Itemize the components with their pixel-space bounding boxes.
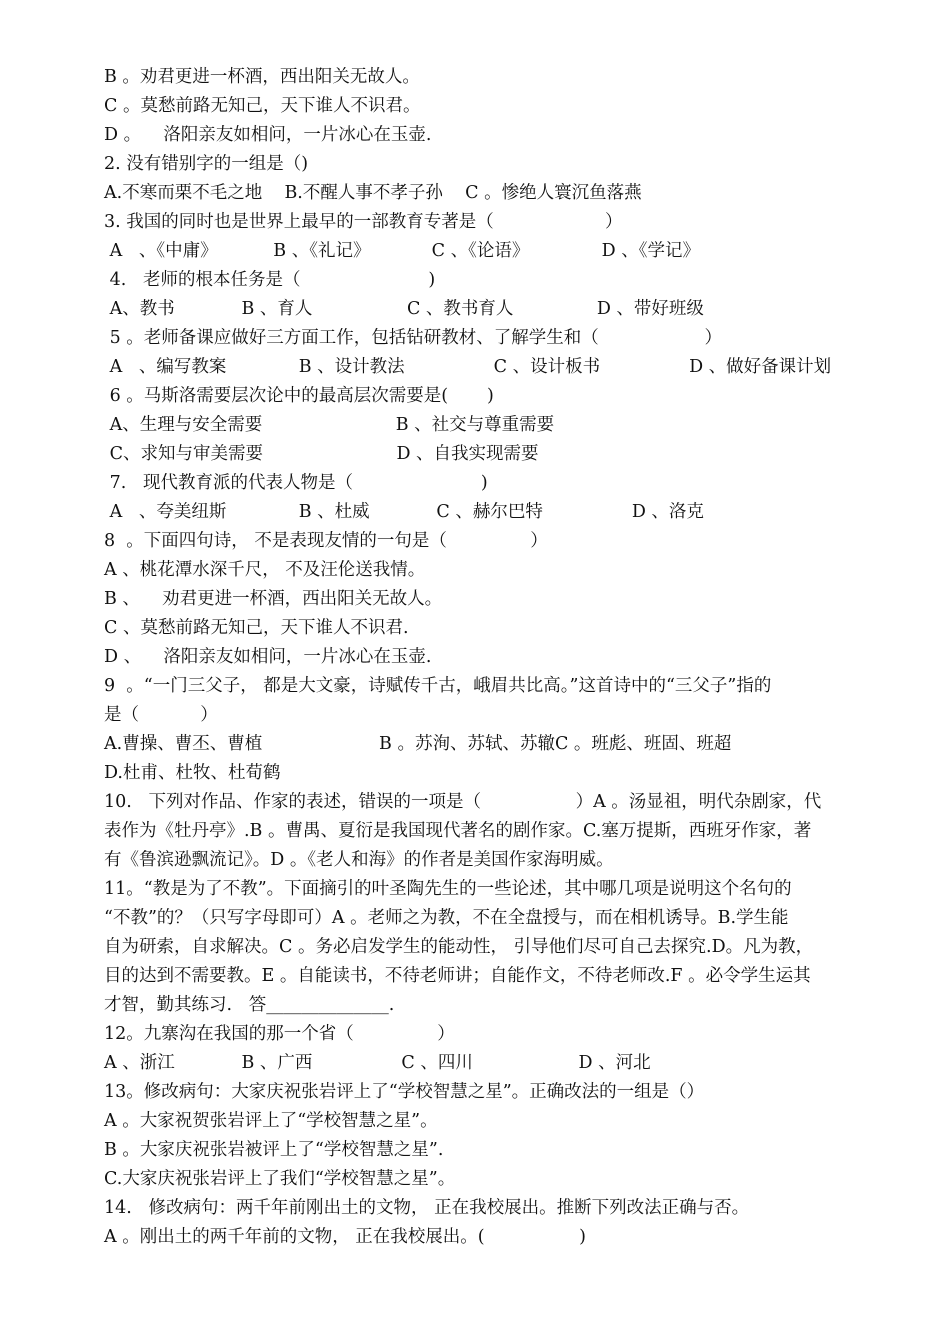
question-13-option-c: C.大家庆祝张岩评上了我们“学校智慧之星”。: [104, 1169, 456, 1189]
text-line: C 。莫愁前路无知己，天下谁人不识君。: [104, 96, 421, 116]
question-4: 4. 老师的根本任务是（ ): [104, 270, 436, 290]
question-6-options-cd: C、求知与审美需要 D 、自我实现需要: [104, 444, 539, 464]
question-13-option-a: A 。大家祝贺张岩评上了“学校智慧之星”。: [104, 1111, 438, 1131]
question-11-cont: 目的达到不需要教。E 。自能读书，不待老师讲；自能作文，不待老师改.F 。必令学生运其: [104, 966, 811, 986]
text-line: D 。 洛阳亲友如相问，一片冰心在玉壶.: [104, 125, 432, 145]
question-11-cont: 自为研索，自求解决。C 。务必启发学生的能动性， 引导他们尽可自己去探究.D。凡为教，: [104, 937, 814, 957]
question-3: 3. 我国的同时也是世界上最早的一部教育专著是（ ）: [104, 212, 623, 232]
question-9: 9 。“一门三父子， 都是大文豪，诗赋传千古，峨眉共比高。”这首诗中的“三父子”指的: [104, 676, 772, 696]
question-12: 12。九寨沟在我国的那一个省（ ）: [104, 1024, 455, 1044]
question-10-cont: 有《鲁滨逊飘流记》。D 。《老人和海》的作者是美国作家海明威。: [104, 850, 614, 870]
question-13: 13。修改病句：大家庆祝张岩评上了“学校智慧之星”。正确改法的一组是（）: [104, 1082, 705, 1102]
question-11: 11。“教是为了不教”。下面摘引的叶圣陶先生的一些论述，其中哪几项是说明这个名句的: [104, 879, 792, 899]
question-10: 10. 下列对作品、作家的表述，错误的一项是（ ）A 。汤显祖，明代杂剧家，代: [104, 792, 822, 812]
question-11-cont: “不教”的？（只写字母即可）A 。老师之为教，不在全盘授与，而在相机诱导。B.学生能: [104, 908, 789, 928]
question-11-answer: 才智，勤其练习. 答______________.: [104, 995, 395, 1015]
question-14-option-a: A 。刚出土的两千年前的文物， 正在我校展出。( ): [104, 1227, 586, 1247]
question-10-cont: 表作为《牡丹亭》.B 。曹禺、夏衍是我国现代著名的剧作家。C.塞万提斯，西班牙作家，著: [104, 821, 812, 841]
question-6: 6 。马斯洛需要层次论中的最高层次需要是( ): [104, 386, 494, 406]
question-9-options: A.曹操、曹丕、曹植 B 。苏洵、苏轼、苏辙C 。班彪、班固、班超: [104, 734, 732, 754]
question-9-option-d: D.杜甫、杜牧、杜荀鹤: [104, 763, 281, 783]
question-2-options: A.不寒而栗不毛之地 B.不醒人事不孝子孙 C 。惨绝人寰沉鱼落燕: [104, 183, 642, 203]
question-5: 5 。老师备课应做好三方面工作，包括钻研教材、了解学生和（ ）: [104, 328, 722, 348]
question-14: 14. 修改病句：两千年前刚出土的文物， 正在我校展出。推断下列改法正确与否。: [104, 1198, 750, 1218]
question-8-option-a: A 、桃花潭水深千尺， 不及汪伦送我情。: [104, 560, 426, 580]
question-5-options: A 、编写教案 B 、设计教法 C 、设计板书 D 、做好备课计划: [104, 357, 832, 377]
text-line: B 。劝君更进一杯酒，西出阳关无故人。: [104, 67, 420, 87]
question-7: 7. 现代教育派的代表人物是（ ): [104, 473, 488, 493]
question-2: 2. 没有错别字的一组是（): [104, 154, 309, 174]
question-8-option-b: B 、 劝君更进一杯酒，西出阳关无故人。: [104, 589, 443, 609]
question-8: 8 。下面四句诗， 不是表现友情的一句是（ ）: [104, 531, 548, 551]
question-3-options: A 、《中庸》 B 、《礼记》 C 、《论语》 D 、《学记》: [104, 241, 700, 261]
question-6-options-ab: A、生理与安全需要 B 、社交与尊重需要: [104, 415, 555, 435]
question-7-options: A 、夸美纽斯 B 、杜威 C 、赫尔巴特 D 、洛克: [104, 502, 704, 522]
question-9-cont: 是（ ）: [104, 705, 218, 725]
question-12-options: A 、浙江 B 、广西 C 、四川 D 、河北: [104, 1053, 651, 1073]
question-4-options: A、教书 B 、育人 C 、教书育人 D 、带好班级: [104, 299, 704, 319]
question-8-option-d: D 、 洛阳亲友如相问，一片冰心在玉壶.: [104, 647, 432, 667]
question-8-option-c: C 、莫愁前路无知己，天下谁人不识君.: [104, 618, 409, 638]
question-13-option-b: B 。大家庆祝张岩被评上了“学校智慧之星”.: [104, 1140, 444, 1160]
